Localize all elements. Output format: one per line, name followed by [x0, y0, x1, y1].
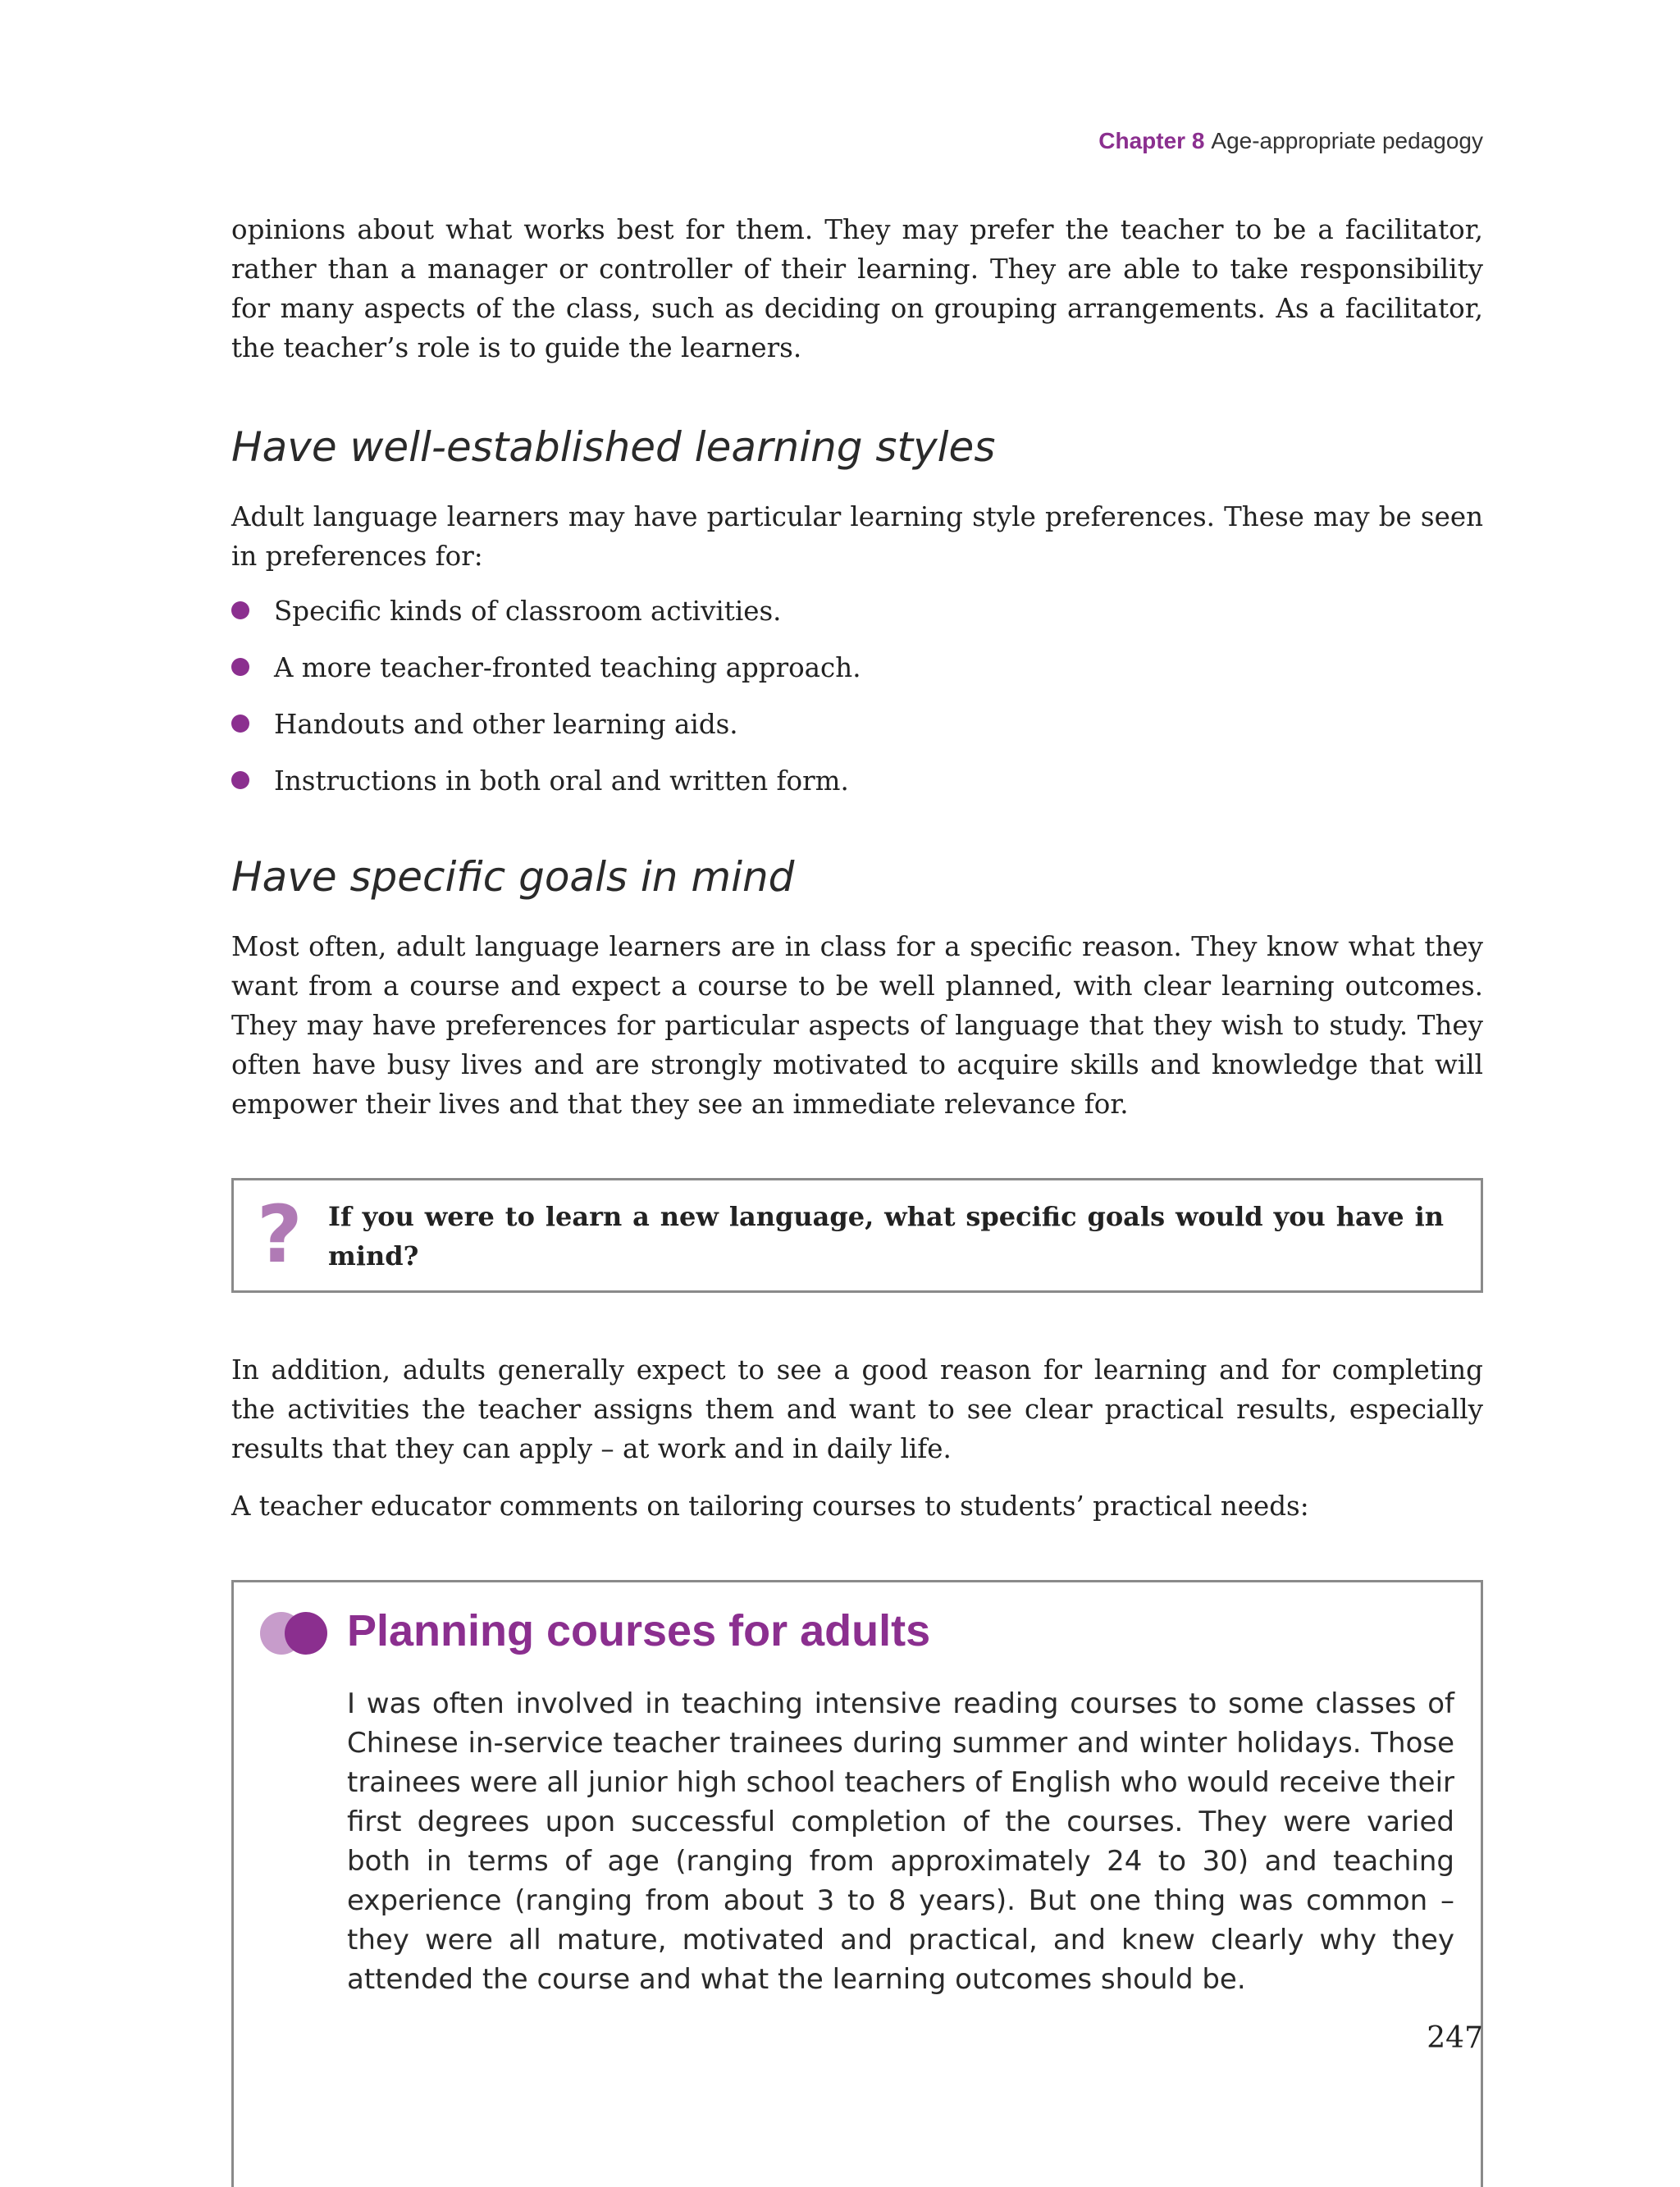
educator-intro-paragraph: A teacher educator comments on tailoring courses to students’ practical needs: — [231, 1491, 1309, 1522]
running-header — [1098, 128, 1483, 154]
list-item — [231, 761, 1483, 818]
list-item-text: Specific kinds of classroom activities. — [274, 596, 782, 627]
case-study-text: I was often involved in teaching intensive reading courses to some classes of Chinese in-service teacher trainees during summer and winter holidays. Those trainees were all junior high school teachers of English who would receive their first degrees upon successful completion of the courses. They were varied both in terms of age (ranging from approximately 24 to 30) and teaching experience (ranging from about 3 to 8 years). But one thing was common – they were all mature, motivated and practical, and knew clearly why they attended the course and what the learning outcomes should be. — [347, 1687, 1454, 1996]
reflection-question-text: If you were to learn a new language, what specific goals would you have in mind? — [328, 1201, 1444, 1272]
list-item-text: Instructions in both oral and written form. — [274, 765, 849, 797]
list-item-text: A more teacher-fronted teaching approach. — [274, 652, 861, 683]
bullet-icon — [231, 658, 249, 676]
case-study-box — [231, 1580, 1483, 2187]
list-item — [231, 648, 1483, 705]
chapter-title: Age-appropriate pedagogy — [1211, 128, 1483, 153]
list-item — [231, 591, 1483, 648]
section-heading-specific-goals: Have specific goals in mind — [231, 853, 795, 901]
addition-paragraph: In addition, adults generally expect to see a good reason for learning and for completing the activities the teacher assigns them and want to see clear practical results, especially results that they can apply – at work and in daily life. — [231, 1354, 1483, 1464]
intro-paragraph: opinions about what works best for them. They may prefer the teacher to be a facilitator, rather than a manager or controller of their learning. They are able to take responsibility for many aspects of the class, such as deciding on grouping arrangements. As a facilitator, the teacher’s role is to guide the learners. — [231, 214, 1483, 363]
specific-goals-paragraph: Most often, adult language learners are in class for a specific reason. They know what they want from a course and expect a course to be well planned, with clear learning outcomes. They may have preferences for particular aspects of language that they wish to study. They often have busy lives and are strongly motivated to acquire skills and knowledge that will empower their lives and that they see an immediate relevance for. — [231, 931, 1483, 1120]
page-number: 247 — [1427, 2021, 1483, 2055]
chapter-label: Chapter 8 — [1098, 128, 1205, 153]
reflection-question-box — [231, 1178, 1483, 1293]
list-item — [231, 705, 1483, 761]
speech-circles-icon — [260, 1612, 329, 1655]
bullet-icon — [231, 771, 249, 789]
case-study-title: Planning courses for adults — [347, 1606, 931, 1655]
bullet-icon — [231, 715, 249, 733]
learning-styles-paragraph: Adult language learners may have particular learning style preferences. These may be seen in preferences for: — [231, 501, 1483, 572]
section-heading-learning-styles: Have well-established learning styles — [231, 423, 996, 471]
bullet-icon — [231, 601, 249, 619]
question-mark-icon: ? — [257, 1189, 303, 1281]
list-item-text: Handouts and other learning aids. — [274, 709, 738, 740]
learning-style-list — [231, 591, 1483, 818]
